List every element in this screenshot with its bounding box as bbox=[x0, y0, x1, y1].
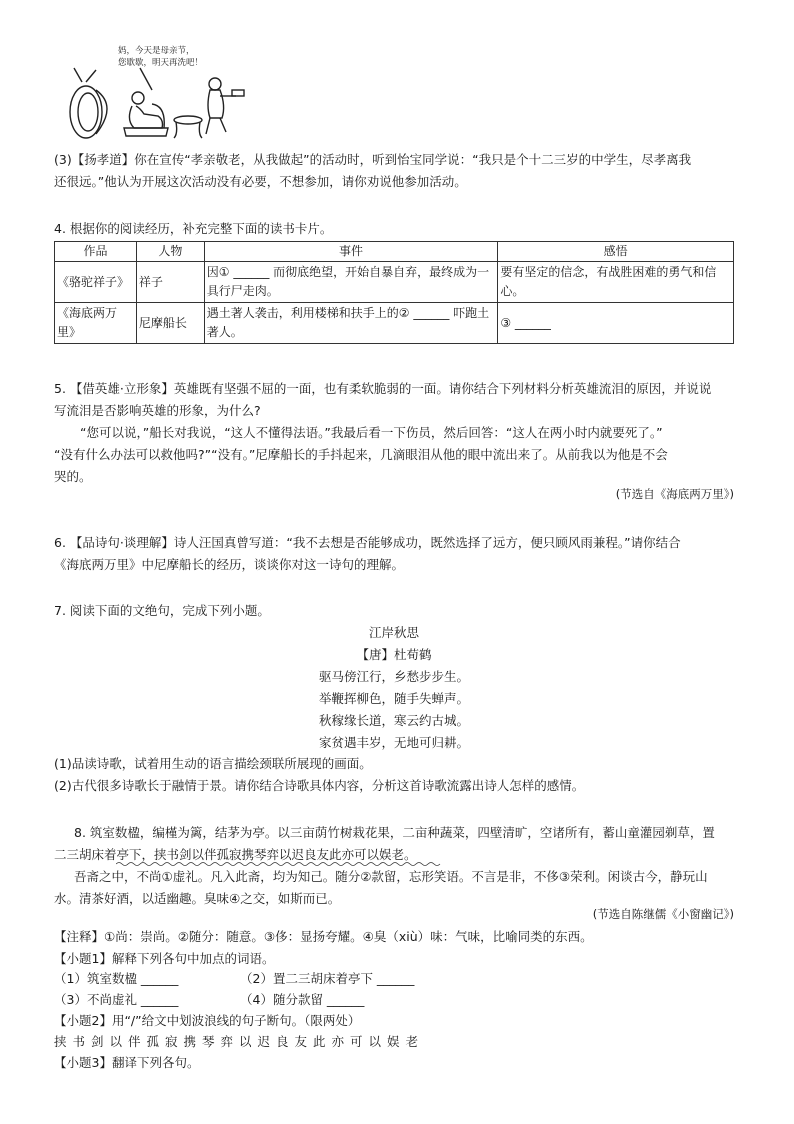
q5-line-2: 写流泪是否影响英雄的形象，为什么? bbox=[54, 403, 261, 418]
q5-quote-3: 哭的。 bbox=[54, 469, 92, 484]
poem-verse: 家贫遇丰岁，无地可归耕。 bbox=[318, 735, 469, 750]
q5-line-1: 5. 【借英雄·立形象】英雄既有坚强不屈的一面，也有柔软脆弱的一面。请你结合下列材料分析英雄流泪的原因，并说说 bbox=[54, 381, 712, 396]
q7-sub-2: (2)古代很多诗歌长于融情于景。请你结合诗歌具体内容，分析这首诗歌流露出诗人怎样的感情。 bbox=[54, 778, 585, 793]
q5-quote-1: “您可以说，”船长对我说，“这人不懂得法语。”我最后看一下伤员，然后回答：“这人在两小时内就要死了。” bbox=[80, 425, 663, 440]
poem-author: 【唐】杜荀鹤 bbox=[356, 647, 432, 662]
poem-title: 江岸秋思 bbox=[368, 625, 419, 640]
header-work: 作品 bbox=[55, 242, 137, 262]
poem-verse: 驱马傍江行，乡愁步步生。 bbox=[318, 669, 469, 684]
poem-verse: 举鞭挥柳色，随手失蝉声。 bbox=[318, 691, 469, 706]
q8-line-1: 8. 筑室数楹，编槿为篱，结茅为亭。以三亩荫竹树栽花果，二亩种蔬菜，四壁清旷，空诸所有，蓄山童灌园剃草，置 bbox=[74, 825, 715, 840]
q8-item-3: （3）不尚虚礼 ______ bbox=[54, 992, 179, 1007]
q5-source: (节选自《海底两万里》) bbox=[615, 487, 734, 501]
q8-sub3-prompt: 【小题3】翻译下列各句。 bbox=[54, 1055, 200, 1070]
speech-line-1: 妈，今天是母亲节， bbox=[118, 46, 195, 56]
q6-line-1: 6. 【品诗句·谈理解】诗人汪国真曾写道：“我不去想是否能够成功，既然选择了远方，便只顾风雨兼程。”请你结合 bbox=[54, 535, 681, 550]
q5-quote-2: “没有什么办法可以救他吗?”“没有。”尼摩船长的手抖起来，几滴眼泪从他的眼中流出来了。从前我以为他是不会 bbox=[54, 447, 668, 462]
q8-item-1: （1）筑室数楹 ______ bbox=[54, 971, 179, 986]
q3-line-2: 还很远。”他认为开展这次活动没有必要，不想参加，请你劝说他参加活动。 bbox=[54, 174, 467, 189]
q8-note: 【注释】①尚：崇尚。②随分：随意。③侈：显扬夸耀。④臭（xiù）味：气味，比喻同类的东西。 bbox=[54, 929, 593, 944]
header-event: 事件 bbox=[204, 242, 498, 262]
cell-person: 尼摩船长 bbox=[136, 303, 204, 344]
table-header-row bbox=[55, 242, 734, 262]
q4-prompt: 4. 根据你的阅读经历，补充完整下面的读书卡片。 bbox=[54, 221, 333, 236]
header-person: 人物 bbox=[136, 242, 204, 262]
table-row bbox=[55, 262, 734, 303]
mothers-day-cartoon bbox=[60, 62, 260, 142]
cell-work: 《骆驼祥子》 bbox=[55, 262, 137, 303]
cell-work: 《海底两万里》 bbox=[55, 303, 137, 344]
q8-line-3: 吾斋之中，不尚①虚礼。凡入此斋，均为知己。随分②款留，忘形笑语。不言是非，不侈③荣利。闲谈古今，静玩山 bbox=[74, 869, 708, 884]
q8-sentence: 挟书剑以伴孤寂携琴弈以迟良友此亦可以娱老 bbox=[54, 1034, 425, 1049]
cell-insight: 要有坚定的信念，有战胜困难的勇气和信心。 bbox=[498, 262, 734, 303]
q6-line-2: 《海底两万里》中尼摩船长的经历，谈谈你对这一诗句的理解。 bbox=[54, 557, 405, 572]
q8-item-4: （4）随分款留 ______ bbox=[240, 992, 365, 1007]
q7-prompt: 7. 阅读下面的文绝句，完成下列小题。 bbox=[54, 603, 270, 618]
cell-event: 因① ______ 而彻底绝望，开始自暴自弃，最终成为一具行尸走肉。 bbox=[204, 262, 498, 303]
cell-insight: ③ ______ bbox=[498, 303, 734, 344]
reading-card-table bbox=[54, 241, 734, 344]
table-row bbox=[55, 303, 734, 344]
speech-line-2: 您歇歇，明天再洗吧！ bbox=[118, 58, 204, 68]
q8-sub1-prompt: 【小题1】解释下列各句中加点的词语。 bbox=[54, 951, 275, 966]
cell-event: 遇土著人袭击，利用楼梯和扶手上的② ______ 吓跑土著人。 bbox=[204, 303, 498, 344]
cell-person: 祥子 bbox=[136, 262, 204, 303]
header-insight: 感悟 bbox=[498, 242, 734, 262]
q3-line-1: (3)【扬孝道】你在宣传“孝亲敬老，从我做起”的活动时，听到怡宝同学说：“我只是个十二三岁的中学生，尽孝离我 bbox=[54, 152, 692, 167]
q8-source: (节选自陈继儒《小窗幽记》) bbox=[592, 907, 734, 921]
q7-sub-1: (1)品读诗歌，试着用生动的语言描绘颈联所展现的画面。 bbox=[54, 756, 372, 771]
poem-verse: 秋稼缘长道，寒云约古城。 bbox=[318, 713, 469, 728]
q8-line-4: 水。清茶好酒，以适幽趣。臭味④之交，如斯而已。 bbox=[54, 891, 341, 906]
q8-sub2-prompt: 【小题2】用“/”给文中划波浪线的句子断句。（限两处） bbox=[54, 1013, 361, 1028]
q8-item-2: （2）置二三胡床着亭下 ______ bbox=[240, 971, 415, 986]
q8-line-2: 二三胡床着亭下，挟书剑以伴孤寂携琴弈以迟良友此亦可以娱老。 bbox=[54, 847, 417, 862]
